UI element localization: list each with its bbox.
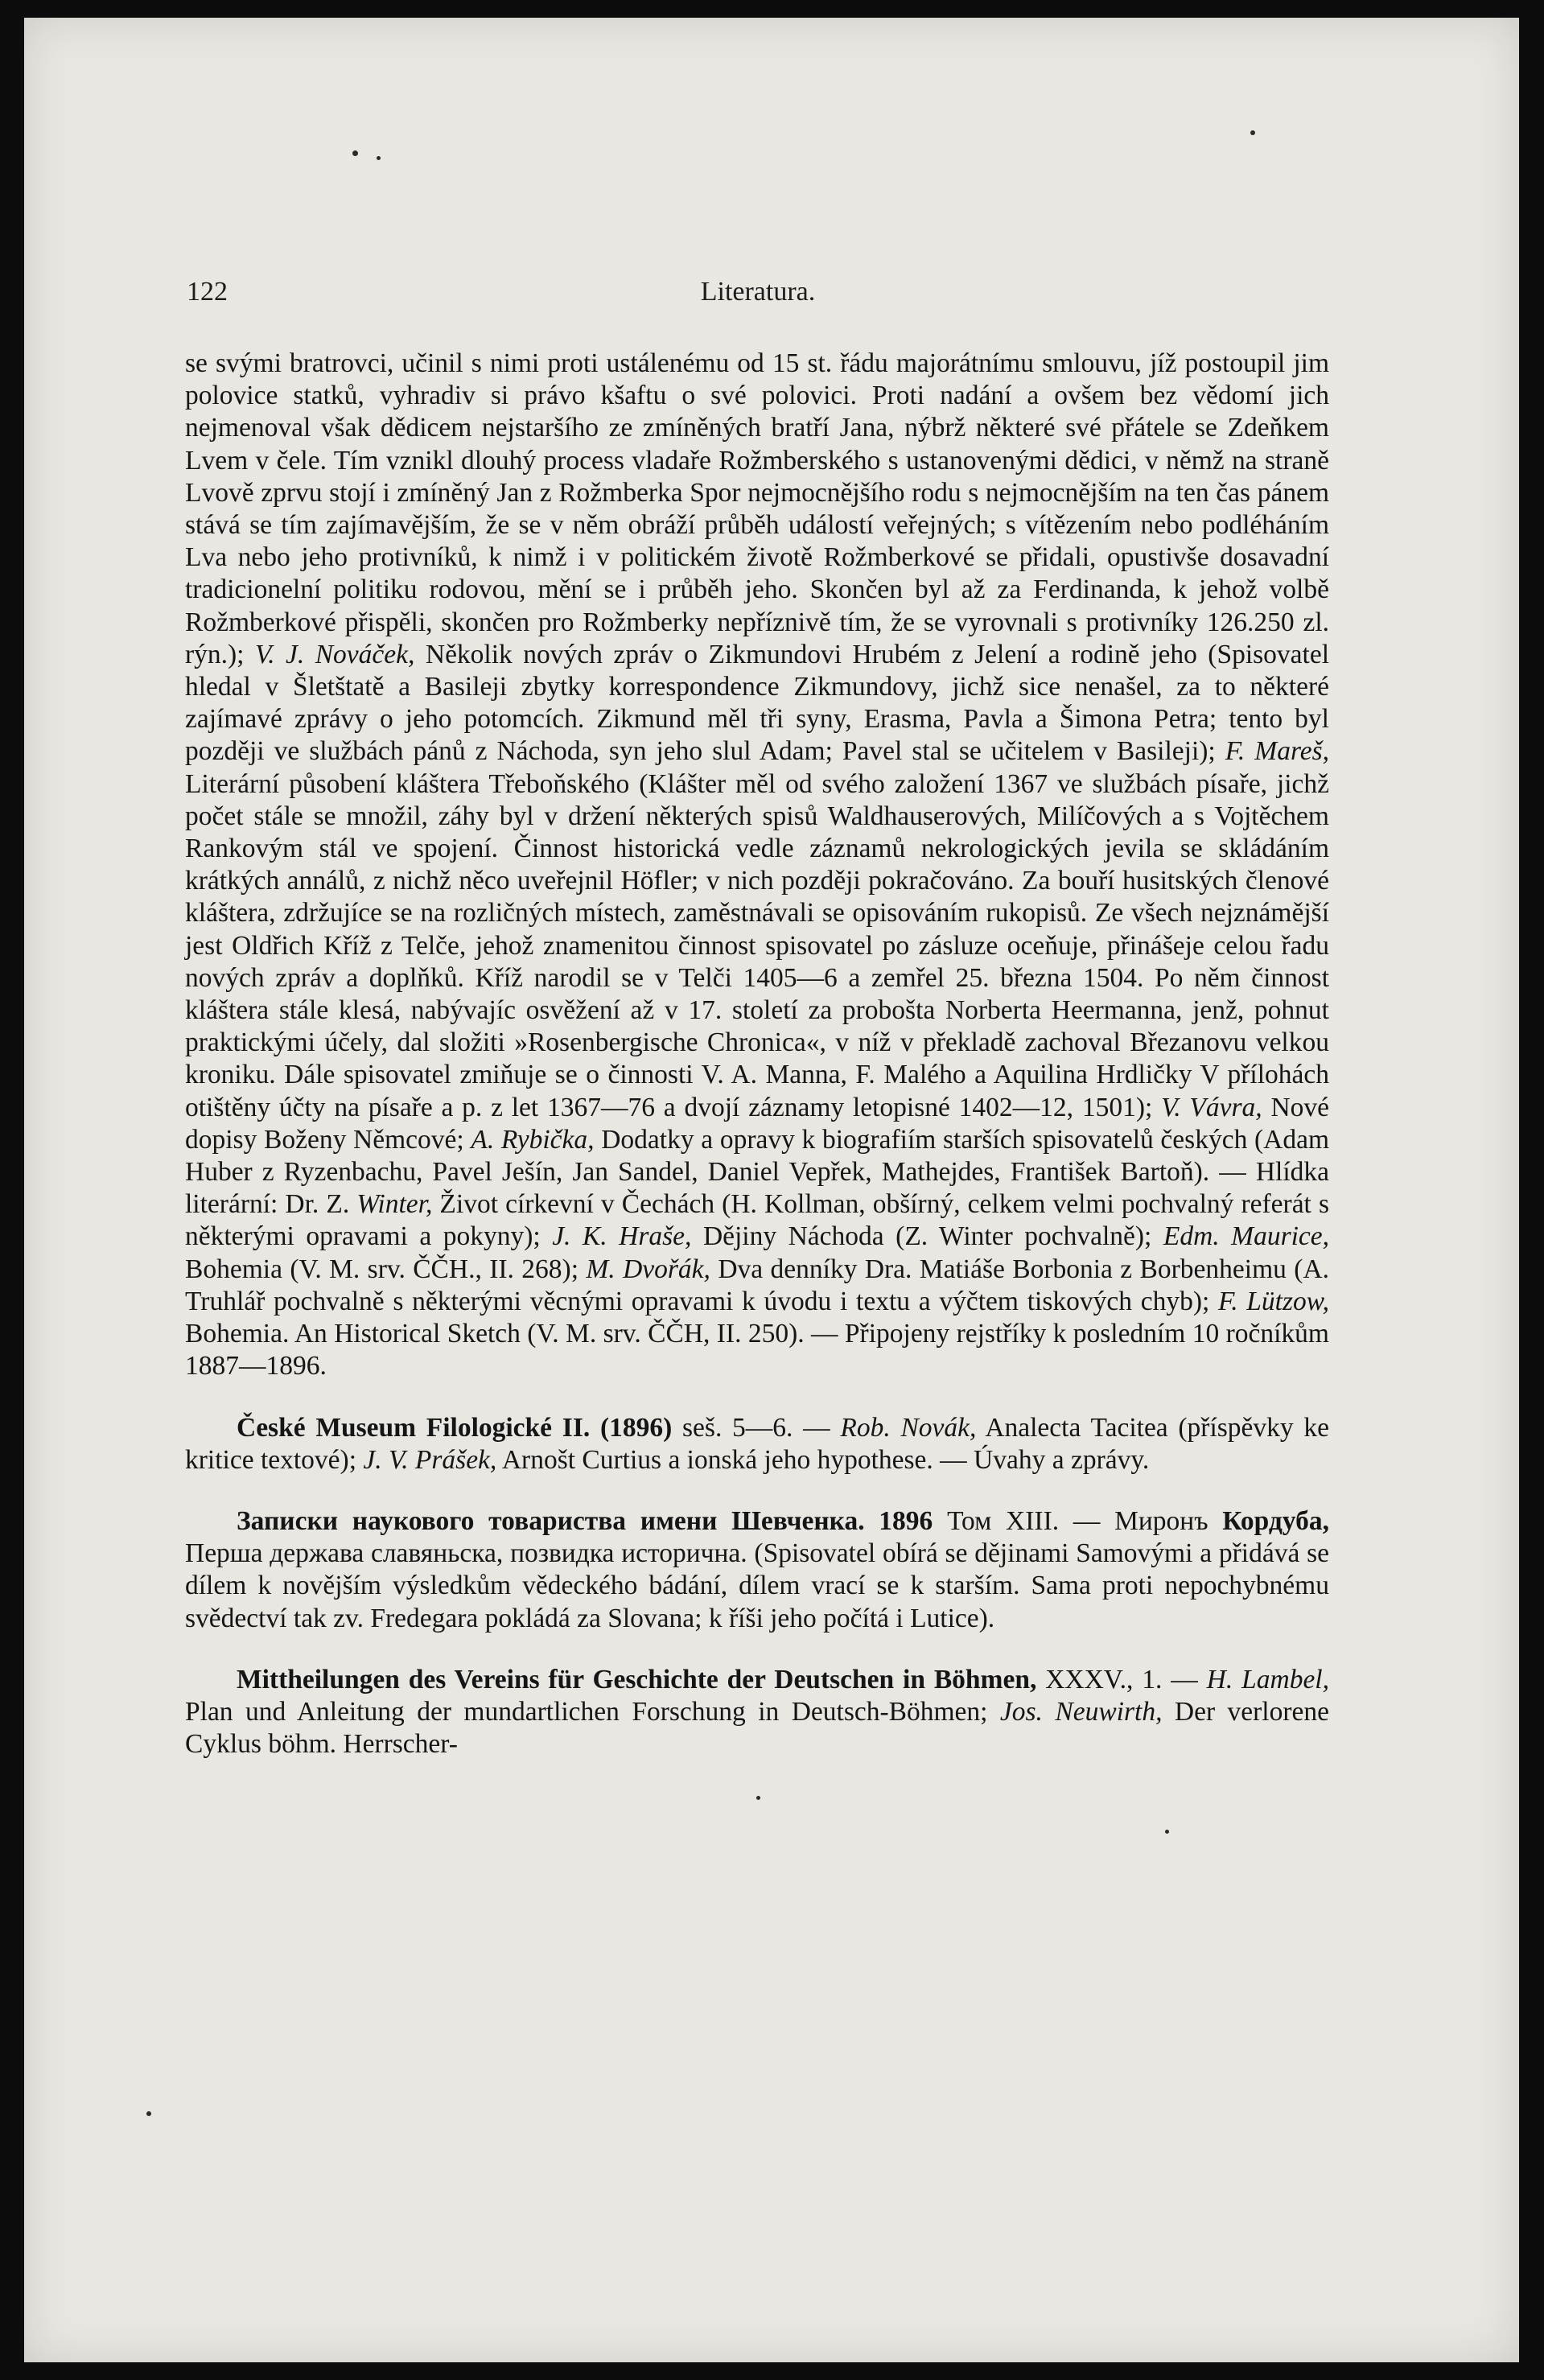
text-run: XXXV., 1. — [1045, 1664, 1198, 1694]
scan-speck [352, 150, 358, 156]
paragraph-continuation [185, 348, 1329, 1383]
text-run: Dva denníky Dra. Matiáše Borbonia z Borbenheimu (A. Truhlář pochvalně s některými věcnými opravami k úvodu i textu a výčtem tiskových chyb); [185, 1254, 1330, 1316]
author-name: A. Rybička, [471, 1124, 595, 1155]
running-header [187, 277, 1329, 317]
page-body [185, 348, 1329, 1760]
text-run: Plan und Anleitung der mundartlichen Forschung in Deutsch-Böhmen; [185, 1696, 988, 1727]
author-name: V. Vávra, [1161, 1092, 1262, 1122]
author-name: J. K. Hraše, [552, 1221, 692, 1252]
text-run: Arnošt Curtius a ionská jeho hypothese. — Úvahy a zprávy. [501, 1444, 1150, 1475]
scan-speck [146, 2111, 151, 2116]
scanned-page [24, 18, 1519, 2362]
author-name: F. Mareš, [1225, 736, 1330, 767]
text-run: Der verlorene Cyklus böhm. Herrscher- [185, 1696, 1330, 1760]
author-name: Winter, [356, 1189, 433, 1220]
author-name: Кордуба, [1222, 1505, 1329, 1536]
text-run: Dodatky a opravy k biografiím starších spisovatelů českých (Adam Huber z Ryzenbachu, Pavel Ješín, Jan Sandel, Daniel Vepřek, Mathejdes, František Bartoň). — Hlídka literární: Dr. Z. [185, 1124, 1330, 1220]
entry-ceske-museum-filologicke [185, 1412, 1329, 1476]
running-title: Literatura. [700, 277, 816, 307]
scan-speck [377, 156, 381, 160]
text-run: Перша держава славяньска, позвидка исторична. (Spisovatel obírá se dějinami Samovými a přidává se dílem k novějším výsledkům vědeckého bádání, dílem vrací se k starším. Sama proti nepochybnému svědectví tak zv. Fredegara pokládá za Slovana; k říši jeho počítá i Lutice). [185, 1538, 1329, 1633]
text-run: Том XIII. — Миронъ [947, 1505, 1208, 1536]
periodical-title: České Museum Filologické II. (1896) [237, 1412, 673, 1443]
author-name: Jos. Neuwirth, [999, 1696, 1163, 1727]
entry-zapysky-shevchenka [185, 1505, 1329, 1635]
scan-speck [1165, 1830, 1169, 1834]
text-run: Bohemia (V. M. srv. ČČH., II. 268); [185, 1254, 579, 1284]
author-name: H. Lambel, [1206, 1664, 1329, 1694]
entry-mittheilungen [185, 1664, 1329, 1761]
author-name: M. Dvořák, [586, 1254, 710, 1284]
scan-speck [1250, 130, 1255, 135]
scan-speck [756, 1796, 760, 1800]
text-run: Nové dopisy Boženy Němcové; [185, 1092, 1330, 1155]
text-run: Analecta Tacitea (příspěvky ke kritice textové); [185, 1412, 1330, 1475]
author-name: V. J. Nováček, [254, 639, 415, 669]
text-run: seš. 5—6. — [682, 1412, 830, 1443]
author-name: Rob. Novák, [840, 1412, 977, 1443]
text-run: Dějiny Náchoda (Z. Winter pochvalně); [702, 1221, 1152, 1252]
text-run: Život církevní v Čechách (H. Kollman, obšírný, celkem velmi pochvalný referát s některými opravami a pokyny); [185, 1189, 1329, 1252]
text-run: Několik nových zpráv o Zikmundovi Hrubém z Jelení a rodině jeho (Spisovatel hledal v Šletštatě a Basileji zbytky korrespondence Zikmundovy, jichž sice nenašel, za to některé zajímavé zprávy o jeho potomcích. Zikmund měl tři syny, Erasma, Pavla a Šimona Petra; tento byl později ve službách pánů z Náchoda, syn jeho slul Adam; Pavel stal se učitelem v Basileji); [185, 639, 1330, 767]
periodical-title: Записки наукового товариства имени Шевченка. 1896 [237, 1505, 933, 1536]
page-number: 122 [187, 277, 228, 307]
text-run: Literární působení kláštera Třeboňského (Klášter měl od svého založení 1367 ve službách písaře, jichž počet stále se množil, záhy byl v držení některých spisů Waldhauserových, Milíčových a s Vojtěchem Rankovým stál ve spojení. Činnost historická vedle záznamů nekrologických jevila se skládáním krátkých annálů, z nichž něco uveřejnil Höfler; v nich později pokračováno. Za bouří husitských členové kláštera, zdržujíce se na rozličných místech, zaměstnávali se opisováním rukopisů. Ze všech nejznámější jest Oldřich Kříž z Telče, jehož znamenitou činnost spisovatel po zásluze oceňuje, přinášeje celou řadu nových zpráv a doplňků. Kříž narodil se v Telči 1405—6 a zemřel 25. března 1504. Po něm činnost kláštera stále klesá, nabývajíc osvěžení až v 17. století za probošta Norberta Heermanna, jenž, pohnut praktickými účely, dal složiti »Rosenbergische Chronica«, v níž v překladě zachoval Březanovu velkou kroniku. Dále spisovatel zmiňuje se o činnosti V. A. Manna, F. Malého a Aquilina Hrdličky V přílohách otištěny účty na písaře a p. z let 1367—76 a dvojí záznamy letopisné 1402—12, 1501); [185, 768, 1329, 1122]
author-name: Edm. Maurice, [1163, 1221, 1330, 1252]
author-name: F. Lützow, [1218, 1286, 1330, 1316]
text-run: Bohemia. An Historical Sketch (V. M. srv. ČČH, II. 250). — Připojeny rejstříky k posledním 10 ročníkům 1887—1896. [185, 1319, 1329, 1381]
text-run: se svými bratrovci, učinil s nimi proti ustálenému od 15 st. řádu majorátnímu smlouvu, jíž postoupil jim polovice statků, vyhradiv si právo kšaftu o své polovici. Proti nadání a ovšem bez vědomí jich nejmenoval však dědicem nejstaršího ze zmíněných bratří Jana, nýbrž některé své přátele se Zdeňkem Lvem v čele. Tím vznikl dlouhý process vladaře Rožmberského s ustanovenými dědici, v němž na straně Lvově zprvu stojí i zmíněný Jan z Rožmberka Spor nejmocnějšího rodu s nejmocnějším na ten čas pánem stává se tím zajímavějším, že se v něm obráží průběh událostí veřejných; s vítězením nebo podléháním Lva nebo jeho protivníků, k nimž i v politickém životě Rožmberkové se přidali, opustivše dosavadní tradicionelní politiku rodovou, mění se i průběh jeho. Skončen byl až za Ferdinanda, k jehož volbě Rožmberkové přispěli, skončen pro Rožmberky nepříznivě tím, že se vyrovnali s protivníky 126.250 zl. rýn.); [185, 348, 1329, 669]
author-name: J. V. Prášek, [363, 1444, 497, 1475]
periodical-title: Mittheilungen des Vereins für Geschichte der Deutschen in Böhmen, [237, 1664, 1037, 1694]
